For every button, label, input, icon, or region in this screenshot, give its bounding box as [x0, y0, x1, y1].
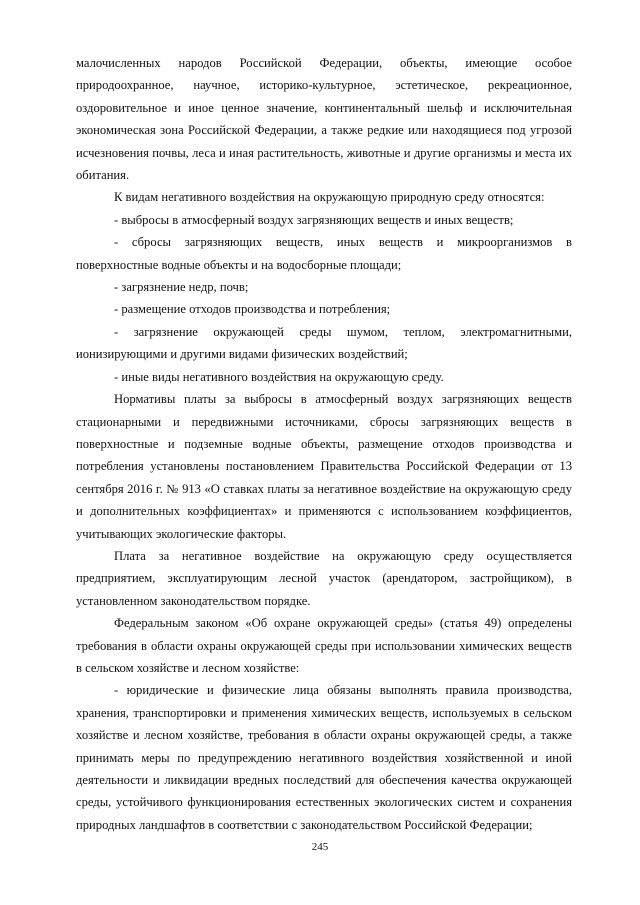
paragraph: малочисленных народов Российской Федерации, объекты, имеющие особое природоохранное, научное, историко-культурное, эстетическое, рекреационное, оздоровительное и иное ценное значение, континентальный шельф и исключительная экономическая зона Российской Федерации, а также редкие или находящиеся под угрозой исчезновения почвы, леса и иная растительность, животные и другие организмы и места их обитания.: [76, 56, 572, 183]
document-body: [76, 52, 572, 836]
paragraph: Федеральным законом «Об охране окружающей среды» (статья 49) определены требования в области охраны окружающей среды при использовании химических веществ в сельском хозяйстве и лесном хозяйстве:: [76, 616, 572, 675]
list-item: - загрязнение окружающей среды шумом, теплом, электромагнитными, ионизирующими и другими видами физических воздействий;: [76, 324, 572, 362]
list-item: - размещение отходов производства и потребления;: [114, 302, 391, 317]
page-number: 245: [311, 841, 329, 853]
list-item: - сбросы загрязняющих веществ, иных веществ и микроорганизмов в поверхностные водные объекты и на водосборные площади;: [76, 235, 572, 272]
paragraph: К видам негативного воздействия на окружающую природную среду относятся:: [114, 190, 545, 205]
paragraph: Нормативы платы за выбросы в атмосферный воздух загрязняющих веществ стационарными и передвижными источниками, сбросы загрязняющих веществ в поверхностные и подземные водные объекты, размещение отходов производства и потребления установлены постановлением Правительства Российской Федерации от 13 сентября 2016 г. № 913 «О ставках платы за негативное воздействие на окружающую среду и дополнительных коэффициентах» и применяются с использованием коэффициентов, учитывающих экологические факторы.: [76, 392, 572, 541]
list-item: - иные виды негативного воздействия на окружающую среду.: [114, 369, 444, 384]
paragraph: Плата за негативное воздействие на окружающую среду осуществляется предприятием, эксплуатирующим лесной участок (арендатором, застройщиком), в установленном законодательством порядке.: [76, 548, 572, 608]
list-item: - выбросы в атмосферный воздух загрязняющих веществ и иных веществ;: [114, 212, 514, 227]
list-item: - загрязнение недр, почв;: [114, 280, 249, 295]
list-item: - юридические и физические лица обязаны выполнять правила производства, хранения, транспортировки и применения химических веществ, используемых в сельском хозяйстве и лесном хозяйстве, требования в области охраны окружающей среды, а также принимать меры по предупреждению негативного воздействия хозяйственной и иной деятельности и ликвидации вредных последствий для обеспечения качества окружающей среды, устойчивого функционирования естественных экологических систем и сохранения природных ландшафтов в соответствии с законодательством Российской Федерации;: [76, 683, 572, 832]
